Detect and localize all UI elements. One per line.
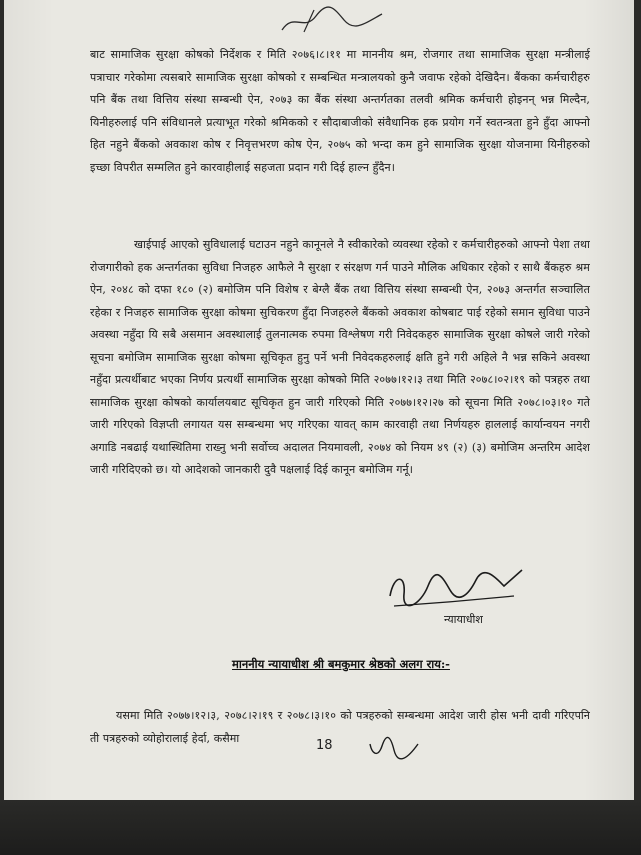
top-handwriting-mark	[274, 2, 394, 38]
dissent-heading: माननीय न्यायाधीश श्री बमकुमार श्रेष्ठको अलग राय:-	[232, 657, 450, 671]
bottom-initials	[364, 724, 424, 764]
paragraph-2: खाईपाई आएको सुविधालाई घटाउन नहुने कानूनले नै स्वीकारेको व्यवस्था रहेको र कर्मचारीहरुको आफ्नो पेशा तथा रोजगारीको हक अन्तर्गतका सुविधा निजहरु आफैले नै सुरक्षा र संरक्षण गर्न पाउने मौलिक अधिकार रहेको र साथै बैंकहरु श्रम ऐन, २०४८ को दफा १८० (२) बमोजिम पनि विशेष र बेग्लै बैंक तथा वित्तिय संस्था सम्बन्धी ऐन, २०७३ अन्तर्गत सञ्चालित रहेका र निजहरु सामाजिक सुरक्षा कोषमा सुचिकरण हुँदा निजहरुले बैंकको अवकाश कोषबाट पाई रहेको समान सुविधा पाउने अवस्था नहुँदा यि सबै असमान अवस्थालाई तुलनात्मक रुपमा विश्लेषण गरी निवेदकहरु सामाजिक सुरक्षा कोषले जारी गरेको सूचना बमोजिम सामाजिक सुरक्षा कोषमा सूचिकृत हुनु पर्ने भनी निवेदकहरुलाई क्षति हुने गरी अहिले नै भन्न सकिने अवस्था नहुँदा प्रत्यर्थीबाट भएका निर्णय प्रत्यर्थी सामाजिक सुरक्षा कोषको मिति २०७७।१२।३ तथा मिति २०७८।०२।१९ को पत्रहरु तथा सामाजिक सुरक्षा कोषको कार्यालयबाट सूचिकृत हुन जारी गरिएको मिति २०७७।१२।२७ को सूचना मिति २०७८।०३।१० गते जारी गरिएको विज्ञप्ती लगायत यस सम्बन्धमा भए गरिएका यावत् काम कारवाही तथा निर्णयहरु हाललाई कार्यान्वयन नगरी अगाडि नबढाई यथास्थितिमा राख्नु भनी सर्वोच्च अदालत नियमावली, २०७४ को नियम ४९ (२) (३) बमोजिम अन्तरिम आदेश जारी गरिदिएको छ। यो आदेशको जानकारी दुवै पक्षलाई दिई कानून बमोजिम गर्नू।	[90, 238, 590, 476]
background-surface	[0, 800, 641, 855]
judge-signature	[384, 566, 534, 616]
paragraph-3: यसमा मिति २०७७।१२।३, २०७८।२।१९ र २०७८।३।१० को पत्रहरुको सम्बन्धमा आदेश जारी होस भनी दावी गरिएपनि ती पत्रहरुको व्योहोरालाई हेर्दा, कसैमा	[90, 709, 590, 745]
document-page	[4, 0, 634, 845]
paragraph-1: बाट सामाजिक सुरक्षा कोषको निर्देशक र मिति २०७६।८।११ मा माननीय श्रम, रोजगार तथा सामाजिक सुरक्षा मन्त्रीलाई पत्राचार गरेकोमा त्यसबारे सामाजिक सुरक्षा कोषको र सम्बन्धित मन्त्रालयको कुनै जवाफ रहेको देखिदैन। बैंकका कर्मचारीहरु पनि बैंक तथा वित्तिय संस्था सम्बन्धी ऐन, २०७३ का बैंक संस्था अन्तर्गतका तलवी श्रमिक कर्मचारी होइनन् भन्न मिल्दैन, यिनीहरुलाई पनि संविधानले प्रत्याभूत गरेको श्रमिकको र सौदाबाजीको संवैधानिक हक प्रयोग गर्ने स्वतन्त्रता हुने हुँदा आफ्नो हित नहुने बैंकको अवकाश कोष र निवृत्तभरण कोष ऐन, २०७५ को भन्दा कम हुने सामाजिक सुरक्षा योजनामा यिनीहरुको इच्छा विपरीत सम्मलित हुने कारवाहीलाई सहजता प्रदान गरी दिई हाल्न हुँदैन।	[90, 48, 590, 174]
page-number: 18	[316, 738, 333, 753]
judge-label: न्यायाधीश	[444, 613, 483, 626]
